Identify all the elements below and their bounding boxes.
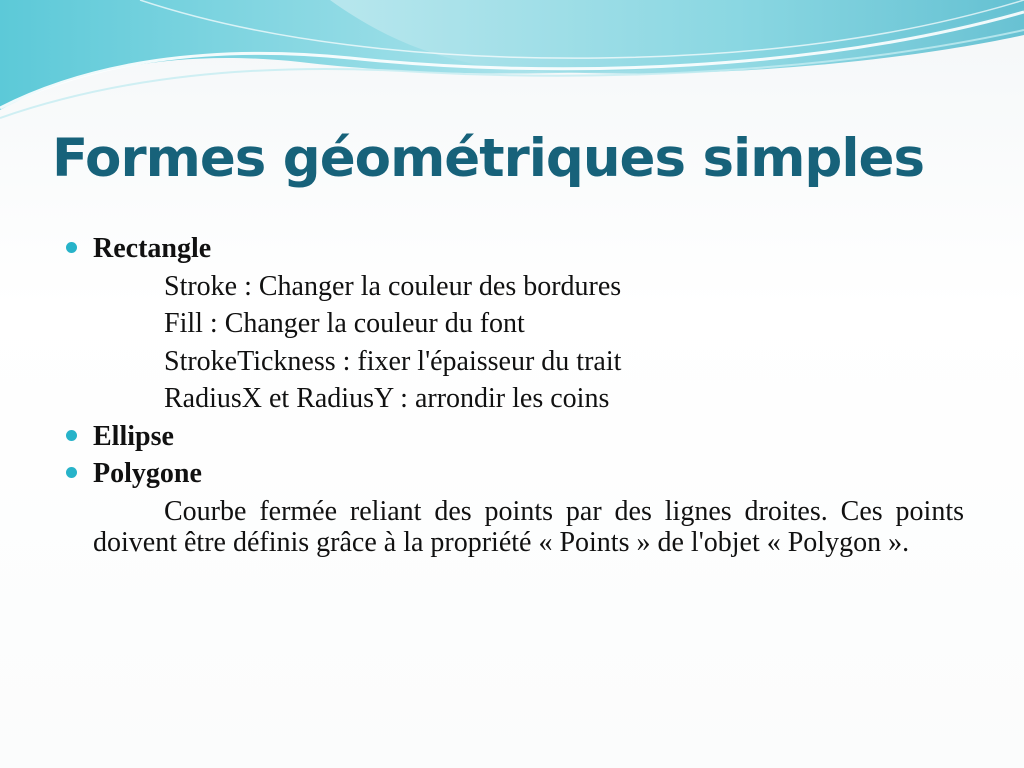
bullet-polygone	[64, 455, 964, 493]
sub-item-fill: Fill : Changer la couleur du font	[164, 308, 525, 339]
sub-item-radius: RadiusX et RadiusY : arrondir les coins	[164, 383, 610, 414]
sub-item-stroke: Stroke : Changer la couleur des bordures	[164, 270, 622, 302]
bullet-label: Polygone	[93, 458, 202, 489]
bullet-label: Ellipse	[93, 420, 174, 452]
bullet-dot-icon	[66, 242, 77, 253]
sub-item-stroke-thickness: StrokeTickness : fixer l'épaisseur du trait	[164, 345, 622, 377]
slide-title: Formes géométriques simples	[52, 128, 925, 189]
bullet-label: Rectangle	[93, 233, 212, 264]
polygone-description: Courbe fermée reliant des points par des lignes droites. Ces points doivent être définis grâce à la propriété « Points » de l'objet « Polygon ».	[93, 495, 964, 558]
wave-header-decoration	[0, 0, 1024, 130]
slide-body	[64, 230, 964, 558]
bullet-rectangle	[64, 230, 964, 268]
bullet-dot-icon	[66, 467, 77, 478]
bullet-dot-icon	[66, 430, 77, 441]
bullet-ellipse	[64, 418, 964, 456]
